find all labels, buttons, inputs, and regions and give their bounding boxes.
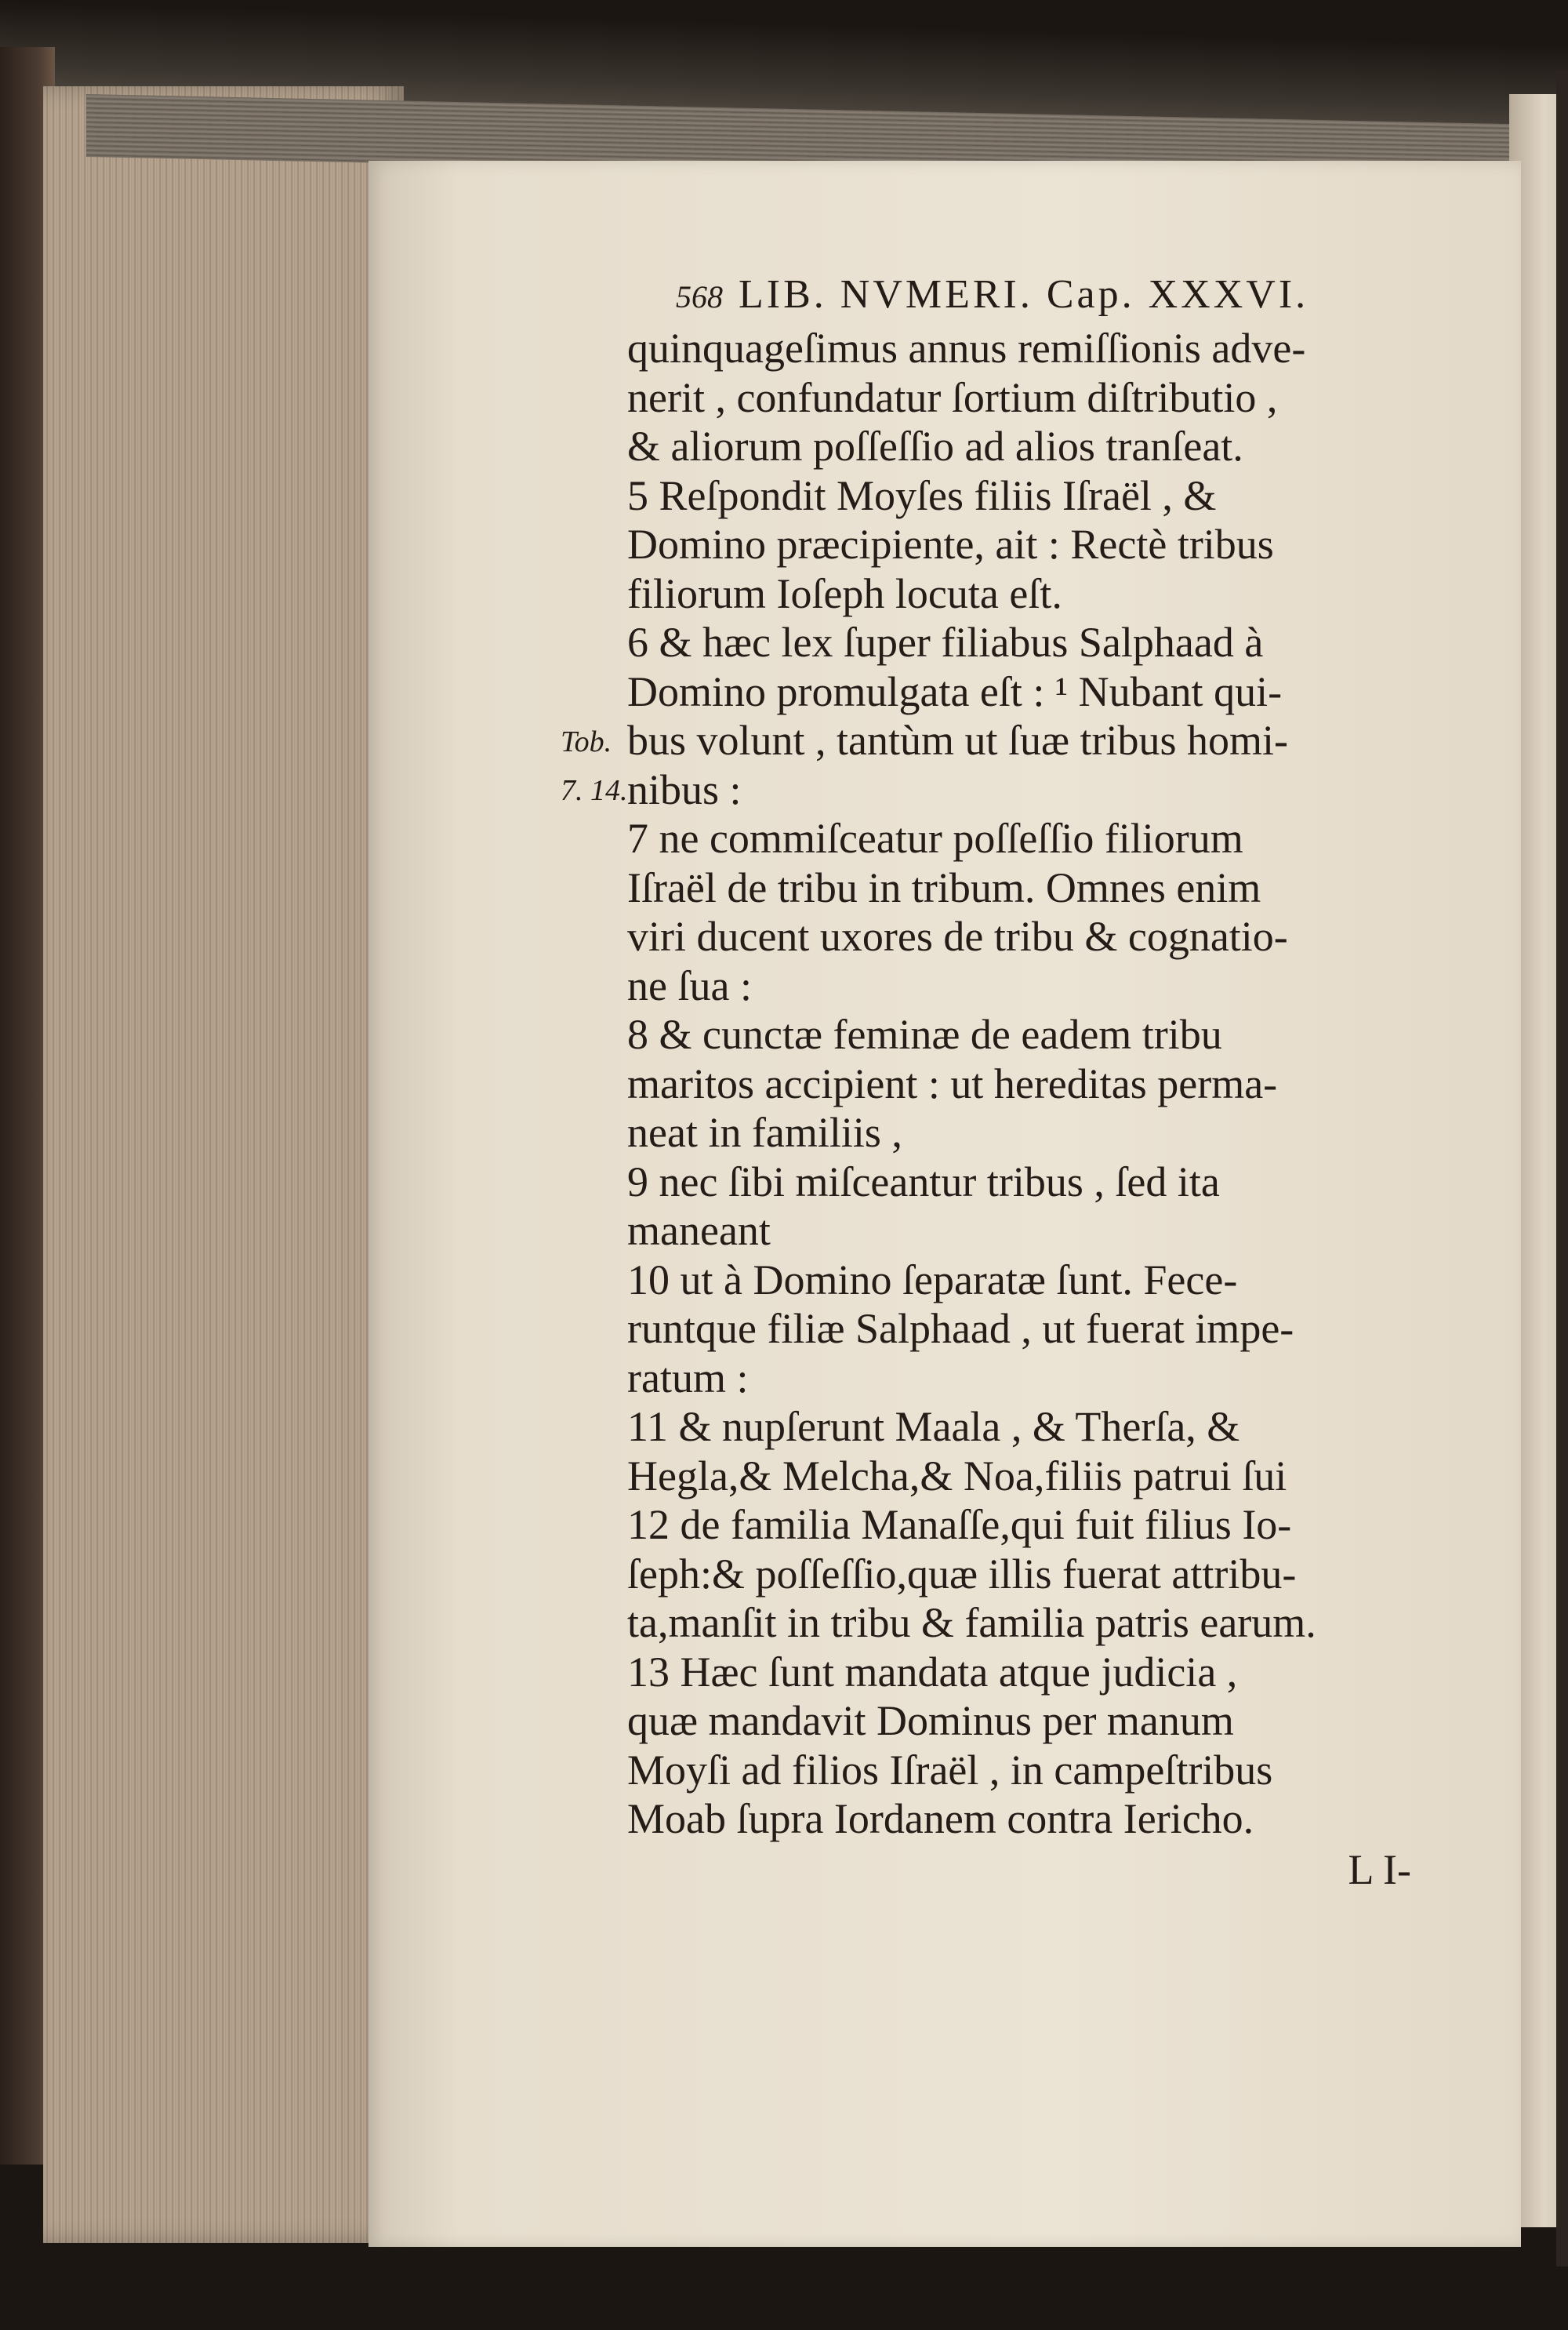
text-line: Domino præcipiente, ait : Rectè tribus	[627, 521, 1274, 568]
text-line: ratum :	[627, 1354, 749, 1401]
text-line: maneant	[627, 1207, 771, 1254]
margin-reference-chapter: 7. 14.	[561, 774, 628, 807]
page-text	[627, 271, 1505, 1894]
text-line: Iſraël de tribu in tribum. Omnes enim	[627, 863, 1261, 911]
text-line: ne ſua :	[627, 961, 752, 1009]
margin-reference	[561, 718, 628, 815]
text-line: 7 ne commiſceatur poſſeſſio filiorum	[627, 815, 1243, 862]
text-line: Domino promulgata eſt : ¹ Nubant qui-	[627, 667, 1283, 715]
margin-reference-book: Tob.	[561, 725, 612, 758]
text-line: 11 & nupſerunt Maala , & Therſa, &	[627, 1403, 1240, 1450]
text-line: 9 nec ſibi miſceantur tribus , ſed ita	[627, 1158, 1220, 1205]
page-number: 568	[676, 279, 723, 314]
text-line: 8 & cunctæ feminæ de eadem tribu	[627, 1011, 1222, 1058]
text-line: 12 de familia Manaſſe,qui fuit filius Io-	[627, 1501, 1292, 1548]
text-line: filiorum Ioſeph locuta eſt.	[627, 569, 1062, 617]
text-line: 13 Hæc ſunt mandata atque judicia ,	[627, 1648, 1238, 1696]
text-line: quinquageſimus annus remiſſionis adve-	[627, 325, 1306, 372]
text-line: Hegla,& Melcha,& Noa,filiis patrui ſui	[627, 1452, 1287, 1499]
text-line: runtque filiæ Salphaad , ut fuerat impe-	[627, 1305, 1294, 1352]
text-line: neat in familiis ,	[627, 1109, 902, 1156]
text-line: Moyſi ad filios Iſraël , in campeſtribus	[627, 1746, 1273, 1794]
text-line: ta,manſit in tribu & familia patris earum.	[627, 1599, 1316, 1646]
page-block-edge	[43, 86, 404, 2243]
text-line: 5 Reſpondit Moyſes filiis Iſraël , &	[627, 471, 1217, 519]
text-line: ſeph:& poſſeſſio,quæ illis fuerat attribu-	[627, 1550, 1297, 1598]
text-line: nerit , confundatur ſortium diſtributio ,	[627, 373, 1278, 421]
running-head	[676, 271, 1505, 319]
text-line: Moab ſupra Iordanem contra Iericho.	[627, 1795, 1254, 1842]
text-line: quæ mandavit Dominus per manum	[627, 1697, 1234, 1744]
book-cover-right	[1556, 71, 1568, 2266]
text-line: bus volunt , tantùm ut ſuæ tribus homi-	[627, 717, 1289, 764]
text-line: maritos accipient : ut hereditas perma-	[627, 1060, 1278, 1107]
text-line: viri ducent uxores de tribu & cognatio-	[627, 913, 1288, 960]
text-line: 10 ut à Domino ſeparatæ ſunt. Fece-	[627, 1256, 1238, 1303]
text-line: nibus :	[627, 765, 742, 813]
catchword: L I-	[1348, 1845, 1411, 1893]
running-head-title: LIB. NVMERI. Cap. XXXVI.	[739, 272, 1309, 317]
text-line: & aliorum poſſeſſio ad alios tranſeat.	[627, 423, 1243, 470]
text-line: 6 & hæc lex ſuper filiabus Salphaad à	[627, 619, 1264, 666]
